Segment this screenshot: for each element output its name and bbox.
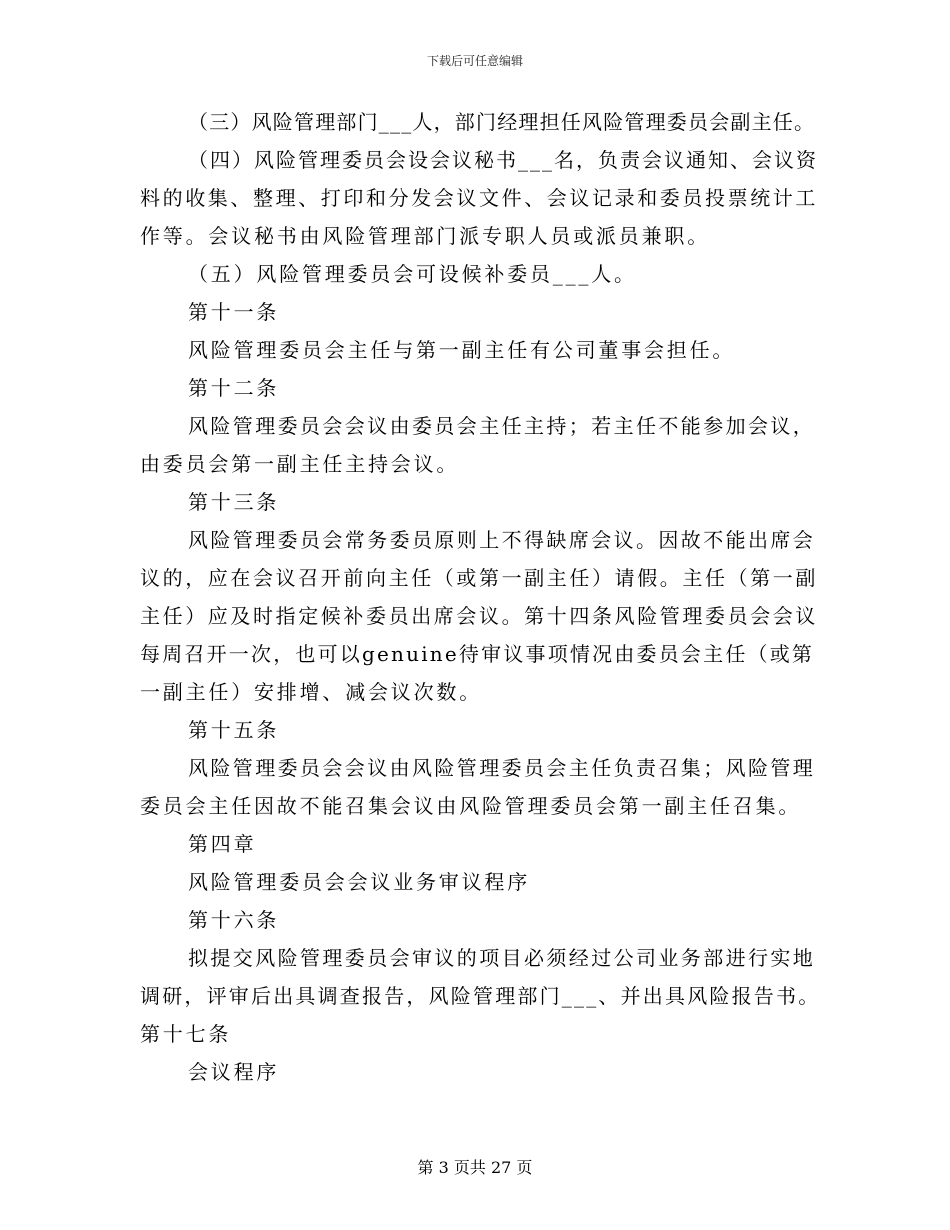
paragraph-line: 会议程序 — [188, 1060, 280, 1084]
paragraph-line: 委员会主任因故不能召集会议由风险管理委员会第一副主任召集。 — [140, 794, 802, 818]
paragraph-line: 一副主任）安排增、减会议次数。 — [140, 680, 482, 704]
section-heading: 第十六条 — [188, 908, 280, 932]
paragraph-line: 风险管理委员会常务委员原则上不得缺席会议。因故不能出席会 — [188, 528, 816, 552]
paragraph-line: 调研，评审后出具调查报告，风险管理部门___、并出具风险报告书。 — [140, 984, 821, 1008]
page-header: 下载后可任意编辑 — [426, 54, 523, 68]
paragraph-line: 由委员会第一副主任主持会议。 — [140, 452, 460, 476]
paragraph-line: 主任）应及时指定候补委员出席会议。第十四条风险管理委员会会议 — [140, 604, 818, 628]
chapter-heading: 第四章 — [188, 832, 257, 856]
chapter-title: 风险管理委员会会议业务审议程序 — [188, 870, 530, 894]
paragraph-line: 风险管理委员会会议由委员会主任主持；若主任不能参加会议， — [188, 414, 816, 438]
paragraph-line: 每周召开一次，也可以genuine待审议事项情况由委员会主任（或第 — [140, 642, 815, 666]
page-footer: 第 3 页共 27 页 — [417, 1158, 533, 1177]
paragraph-line: 议的，应在会议召开前向主任（或第一副主任）请假。主任（第一副 — [140, 566, 818, 590]
paragraph-line: （四）风险管理委员会设会议秘书___名，负责会议通知、会议资 — [188, 148, 818, 172]
section-heading: 第十一条 — [188, 300, 280, 324]
paragraph-line: （五）风险管理委员会可设候补委员___人。 — [188, 262, 637, 286]
paragraph-line: 拟提交风险管理委员会审议的项目必须经过公司业务部进行实地 — [188, 946, 816, 970]
section-heading: 第十三条 — [188, 490, 280, 514]
paragraph-line: （三）风险管理部门___人，部门经理担任风险管理委员会副主任。 — [188, 110, 816, 134]
section-heading: 第十五条 — [188, 718, 280, 742]
section-heading: 第十七条 — [140, 1022, 232, 1046]
paragraph-line: 作等。会议秘书由风险管理部门派专职人员或派员兼职。 — [140, 224, 710, 248]
section-heading: 第十二条 — [188, 376, 280, 400]
paragraph-line: 料的收集、整理、打印和分发会议文件、会议记录和委员投票统计工 — [140, 186, 818, 210]
paragraph-line: 风险管理委员会会议由风险管理委员会主任负责召集；风险管理 — [188, 756, 816, 780]
paragraph-line: 风险管理委员会主任与第一副主任有公司董事会担任。 — [188, 338, 736, 362]
